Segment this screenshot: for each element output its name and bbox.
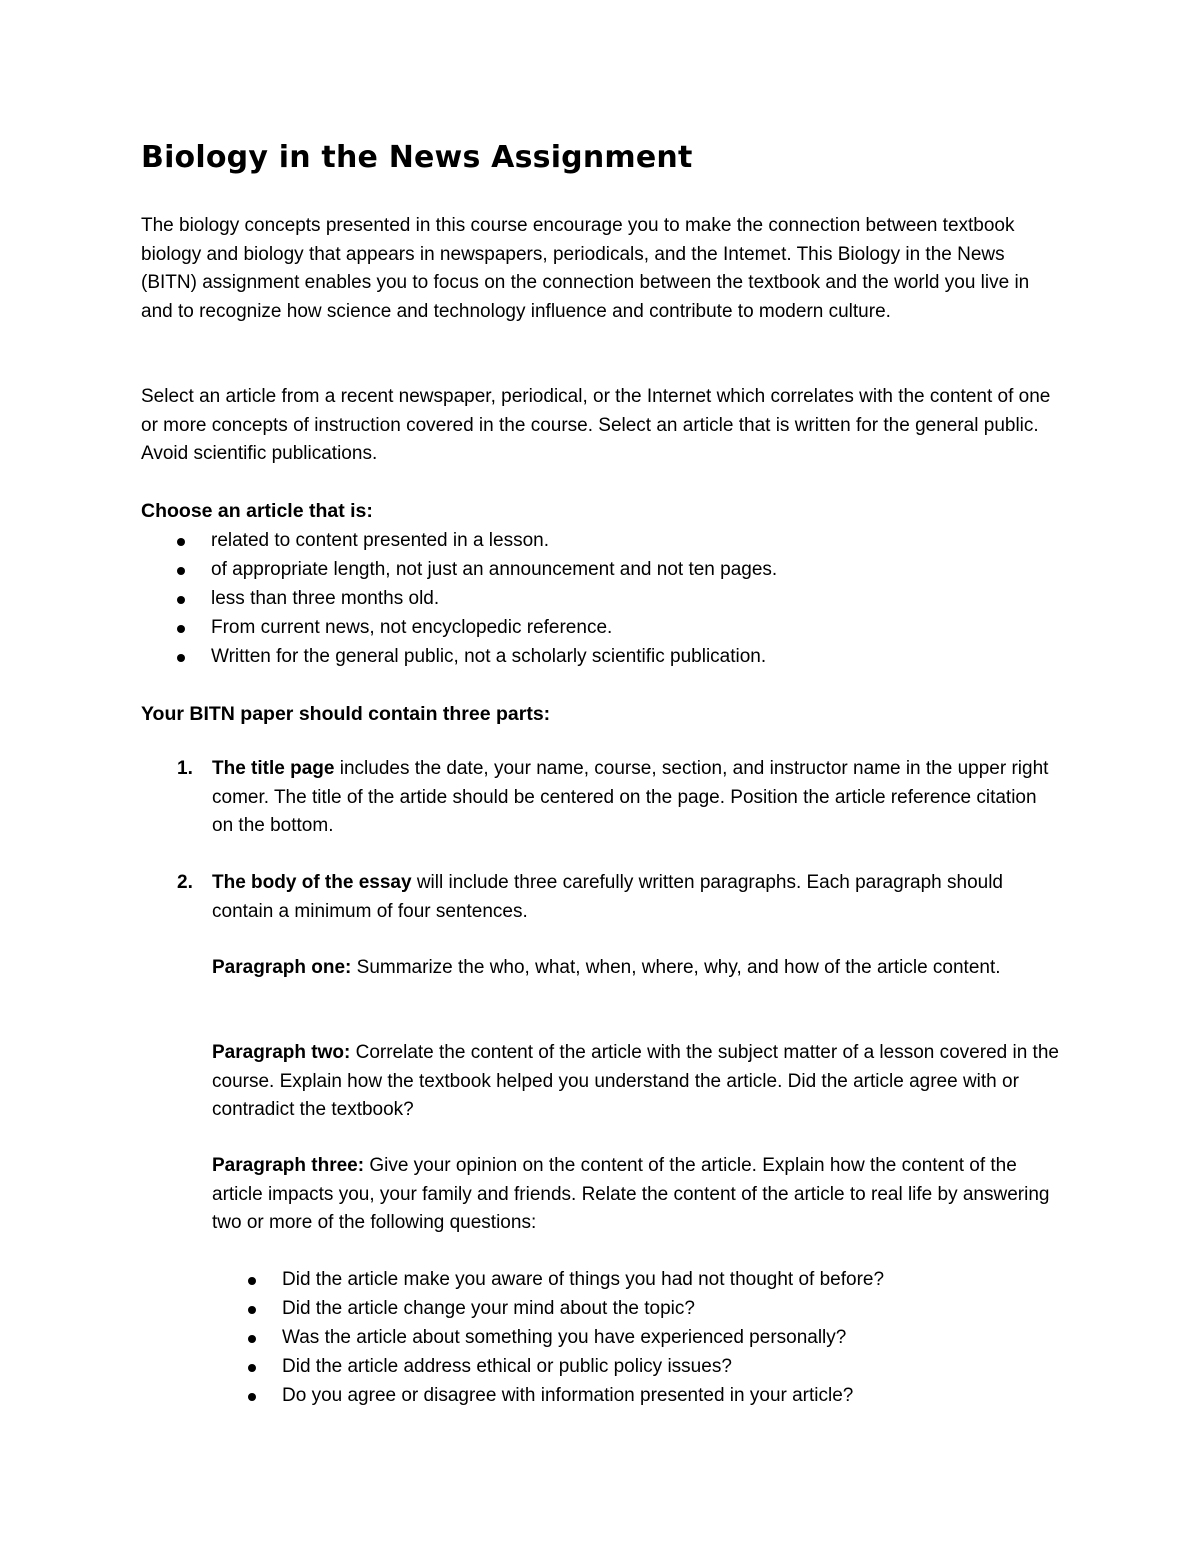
list-item [212,1295,884,1324]
paragraph-description: Correlate the content of the article with the subject matter of a lesson covered in the course. Explain how the textbook helped you understand the article. Did the article agree with or contradict the textbook? [212,1042,1059,1121]
paragraph-label: Paragraph one: [212,957,352,978]
reflection-questions-list [212,1266,884,1411]
item-label: The title page [212,758,335,779]
item-label: The body of the essay [212,872,412,893]
document-title: Biology in the News Assignment [141,140,693,175]
item-number: 1. [177,758,193,779]
list-item [212,1353,884,1382]
list-item-text: of appropriate length, not just an announcement and not ten pages. [211,558,778,580]
paragraph-two-instructions [212,1039,1062,1125]
list-item [212,1324,884,1353]
bullet-icon [177,625,185,633]
bullet-icon [177,596,185,604]
choose-article-heading: Choose an article that is: [141,500,373,522]
list-item-text: Was the article about something you have experienced personally? [282,1326,847,1348]
bullet-icon [177,654,185,662]
list-item-text: Written for the general public, not a scholarly scientific publication. [211,645,767,667]
list-item-text: Did the article address ethical or public policy issues? [282,1355,732,1377]
list-item-text: Do you agree or disagree with information presented in your article? [282,1384,854,1406]
numbered-item-body [141,869,1061,926]
select-article-paragraph: Select an article from a recent newspaper, periodical, or the Internet which correlates with the content of one or more concepts of instruction covered in the course. Select an article that is written for the general public. Avoid scientific publications. [141,386,1051,465]
paragraph-description: Summarize the who, what, when, where, why, and how of the article content. [351,957,1001,978]
list-item-text: Did the article change your mind about the topic? [282,1297,695,1319]
numbered-item-title-page [141,755,1061,841]
paragraph-three-instructions [212,1152,1062,1238]
bullet-icon [248,1335,256,1343]
list-item-text: From current news, not encyclopedic reference. [211,616,613,638]
list-item [141,556,777,585]
list-item-text: related to content presented in a lesson. [211,530,550,551]
list-item-text: Did the article make you aware of things you had not thought of before? [282,1269,885,1290]
intro-paragraph: The biology concepts presented in this course encourage you to make the connection between textbook biology and biology that appears in newspapers, periodicals, and the Intemet. This Biology in the News (BITN) assignment enables you to focus on the connection between the textbook and the world you live in and to recognize how science and technology influence and contribute to modern culture. [141,215,1030,322]
paper-parts-heading: Your BITN paper should contain three parts: [141,703,551,725]
bullet-icon [248,1393,256,1401]
list-item [212,1266,884,1295]
item-description: includes the date, your name, course, section, and instructor name in the upper right comer. The title of the artide should be centered on the page. Position the article reference citation on the bottom. [212,758,1049,837]
paragraph-label: Paragraph two: [212,1042,351,1063]
item-text [212,869,1062,926]
bullet-icon [248,1277,256,1285]
list-item [141,585,777,614]
list-item [141,614,777,643]
item-number: 2. [177,872,193,893]
item-text [212,755,1062,841]
list-item [212,1382,884,1411]
bullet-icon [248,1364,256,1372]
choose-article-list [141,527,777,672]
bullet-icon [177,567,185,575]
bullet-icon [248,1306,256,1314]
list-item [141,527,777,556]
paragraph-label: Paragraph three: [212,1155,365,1176]
bullet-icon [177,538,185,546]
list-item-text: less than three months old. [211,587,440,609]
item-description: will include three carefully written paragraphs. Each paragraph should contain a minimum of four sentences. [212,872,1003,922]
paragraph-one-instructions [212,954,1062,983]
list-item [141,643,777,672]
paragraph-description: Give your opinion on the content of the article. Explain how the content of the article impacts you, your family and friends. Relate the content of the article to real life by answering two or more of the following questions: [212,1155,1050,1234]
